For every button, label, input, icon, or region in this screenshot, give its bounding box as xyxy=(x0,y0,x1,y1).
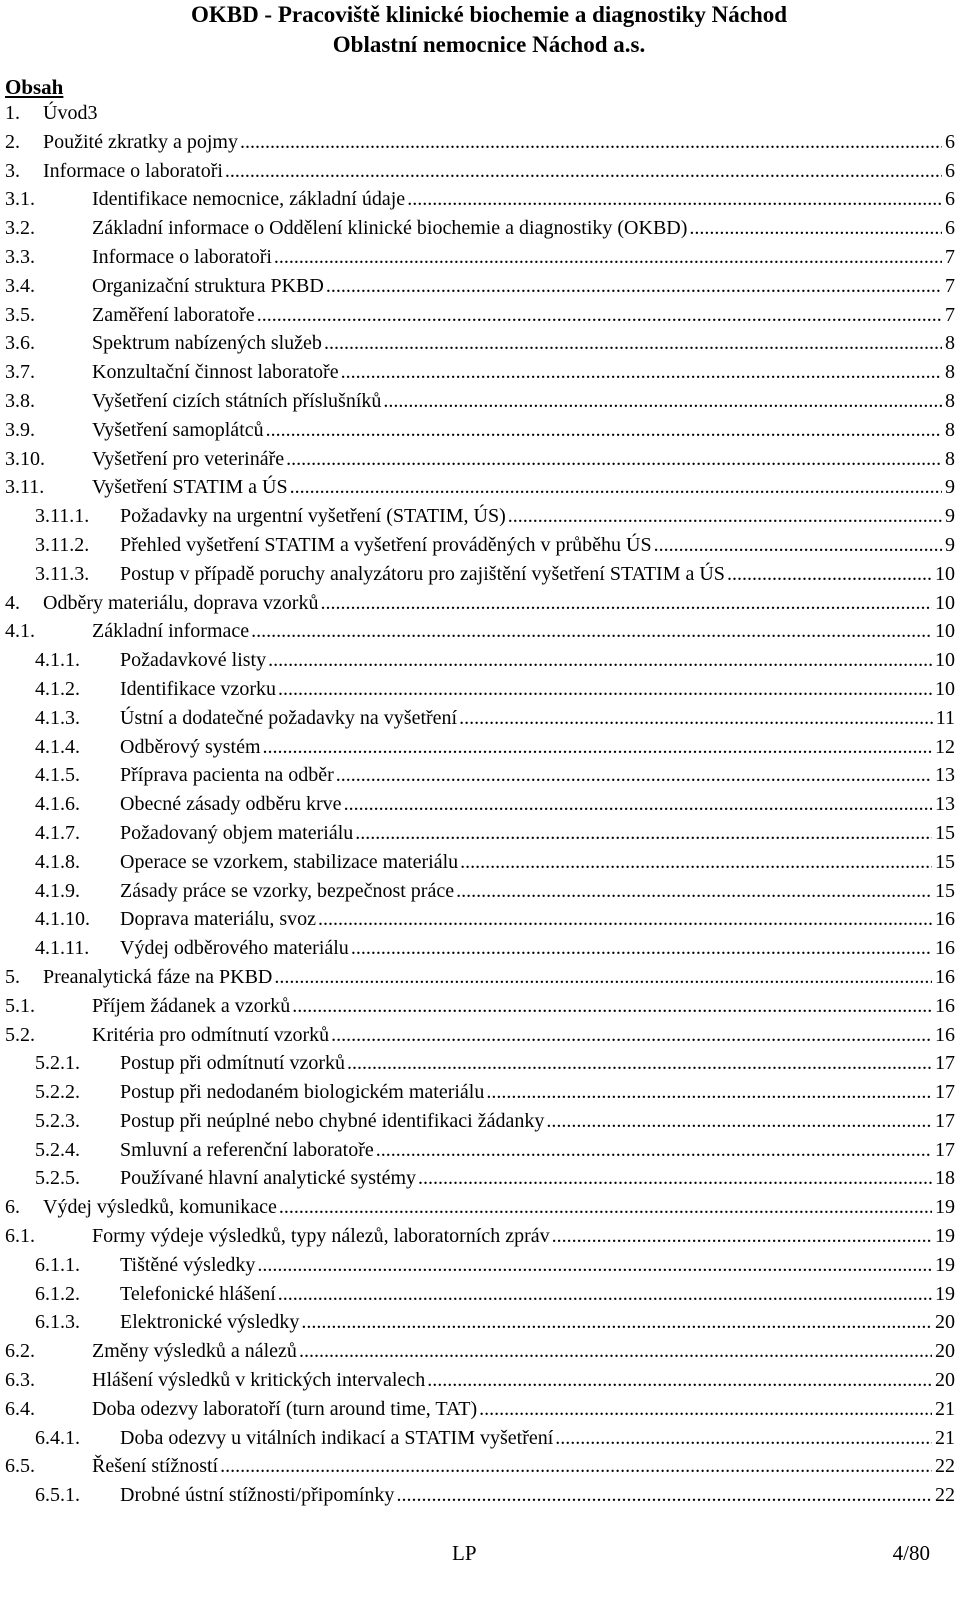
toc-entry[interactable] xyxy=(5,761,955,790)
header-line-1: OKBD - Pracoviště klinické biochemie a diagnostiky Náchod xyxy=(190,2,788,27)
toc-entry-number: 5.2.5. xyxy=(35,1167,80,1190)
toc-entry-title: Elektronické výsledky xyxy=(120,1308,301,1337)
toc-dot-leader xyxy=(257,1251,932,1280)
toc-entry-title: Používané hlavní analytické systémy xyxy=(120,1164,418,1193)
toc-entry-title: Informace o laboratoři xyxy=(43,157,225,186)
toc-entry-number: 3.7. xyxy=(5,361,35,384)
toc-entry-number: 4.1.4. xyxy=(35,735,80,758)
toc-entry-number: 3.3. xyxy=(5,245,35,268)
table-of-contents xyxy=(5,99,955,1510)
toc-entry-title: Drobné ústní stížnosti/připomínky xyxy=(120,1481,396,1510)
toc-entry-number: 6.1.3. xyxy=(35,1311,80,1334)
toc-dot-leader xyxy=(654,531,942,560)
toc-entry-title: Postup při odmítnutí vzorků xyxy=(120,1049,347,1078)
toc-entry-page: 9 xyxy=(945,476,955,499)
toc-entry-title: Postup při nedodaném biologickém materiálu xyxy=(120,1078,486,1107)
toc-entry[interactable] xyxy=(5,243,955,272)
toc-entry[interactable] xyxy=(5,1136,955,1165)
toc-entry[interactable] xyxy=(5,617,955,646)
toc-dot-leader xyxy=(251,617,932,646)
toc-dot-leader xyxy=(240,128,942,157)
toc-entry-number: 4.1.5. xyxy=(35,764,80,787)
toc-entry-number: 4.1.2. xyxy=(35,677,80,700)
toc-dot-leader xyxy=(266,416,942,445)
toc-entry-page: 16 xyxy=(935,908,955,931)
toc-entry-page: 20 xyxy=(935,1340,955,1363)
toc-entry-number: 3.11.3. xyxy=(35,562,90,585)
toc-entry-number: 3.9. xyxy=(5,418,35,441)
toc-dot-leader xyxy=(318,905,932,934)
toc-entry[interactable] xyxy=(5,675,955,704)
toc-entry-title: Zaměření laboratoře xyxy=(92,301,257,330)
toc-entry[interactable] xyxy=(5,1078,955,1107)
toc-dot-leader xyxy=(341,358,942,387)
toc-entry-number: 4.1.11. xyxy=(35,937,90,960)
toc-dot-leader xyxy=(456,877,932,906)
toc-entry-page: 6 xyxy=(945,188,955,211)
toc-entry-title: Formy výdeje výsledků, typy nálezů, laboratorních zpráv xyxy=(92,1222,552,1251)
toc-entry-page: 10 xyxy=(935,562,955,585)
toc-entry-number: 4.1.3. xyxy=(35,706,80,729)
toc-entry-number: 4.1. xyxy=(5,620,35,643)
toc-entry-title: Požadavkové listy xyxy=(120,646,268,675)
toc-entry[interactable] xyxy=(5,963,955,992)
toc-entry-title: Základní informace o Oddělení klinické biochemie a diagnostiky (OKBD) xyxy=(92,214,689,243)
toc-entry-page: 19 xyxy=(935,1282,955,1305)
toc-entry-page: 11 xyxy=(935,706,955,729)
toc-entry[interactable] xyxy=(5,992,955,1021)
toc-entry-title: Řešení stížností xyxy=(92,1452,220,1481)
toc-entry-title: Preanalytická fáze na PKBD xyxy=(43,963,274,992)
toc-dot-leader xyxy=(257,301,942,330)
toc-entry[interactable] xyxy=(5,1366,955,1395)
toc-dot-leader xyxy=(279,1193,932,1222)
toc-entry-title: Výdej výsledků, komunikace xyxy=(43,1193,279,1222)
toc-entry-page: 7 xyxy=(945,274,955,297)
toc-entry-page: 10 xyxy=(935,620,955,643)
toc-entry-number: 6.4.1. xyxy=(35,1426,80,1449)
toc-entry-number: 5.2.3. xyxy=(35,1109,80,1132)
toc-dot-leader xyxy=(552,1222,932,1251)
toc-entry-title: Změny výsledků a nálezů xyxy=(92,1337,299,1366)
toc-entry-title: Tištěné výsledky xyxy=(120,1251,257,1280)
toc-entry-page: 16 xyxy=(935,965,955,988)
toc-dot-leader xyxy=(324,329,942,358)
toc-entry[interactable] xyxy=(5,387,955,416)
toc-entry[interactable] xyxy=(5,1251,955,1280)
toc-entry-page: 16 xyxy=(935,1023,955,1046)
toc-entry-number: 6.1.1. xyxy=(35,1253,80,1276)
toc-entry[interactable] xyxy=(5,1424,955,1453)
toc-entry-page: 8 xyxy=(945,389,955,412)
toc-entry-page: 8 xyxy=(945,361,955,384)
toc-entry-title: Ústní a dodatečné požadavky na vyšetření xyxy=(120,704,459,733)
toc-dot-leader xyxy=(355,819,932,848)
toc-entry[interactable] xyxy=(5,1193,955,1222)
toc-entry[interactable] xyxy=(5,790,955,819)
toc-entry-title: Hlášení výsledků v kritických intervalech xyxy=(92,1366,427,1395)
toc-entry-page: 17 xyxy=(935,1109,955,1132)
toc-dot-leader xyxy=(727,560,932,589)
toc-entry-title: Použité zkratky a pojmy xyxy=(43,128,240,157)
toc-entry[interactable] xyxy=(5,1049,955,1078)
toc-entry[interactable] xyxy=(5,934,955,963)
toc-entry[interactable] xyxy=(5,1395,955,1424)
toc-entry-title: Identifikace vzorku xyxy=(120,675,278,704)
toc-entry[interactable] xyxy=(5,819,955,848)
toc-dot-leader xyxy=(555,1424,932,1453)
toc-entry[interactable] xyxy=(5,185,955,214)
toc-entry-page: 16 xyxy=(935,937,955,960)
toc-entry[interactable] xyxy=(5,589,955,618)
toc-entry-page: 13 xyxy=(935,793,955,816)
toc-entry-title: Telefonické hlášení xyxy=(120,1280,278,1309)
toc-entry-number: 4.1.7. xyxy=(35,821,80,844)
toc-dot-leader xyxy=(460,848,932,877)
toc-dot-leader xyxy=(486,1078,932,1107)
toc-entry-number: 6.2. xyxy=(5,1340,35,1363)
toc-dot-leader xyxy=(292,992,932,1021)
header-line-2: Oblastní nemocnice Náchod a.s. xyxy=(332,32,646,57)
toc-entry-title: Odběrový systém xyxy=(120,733,263,762)
toc-dot-leader xyxy=(326,272,942,301)
toc-entry-number: 5.2.4. xyxy=(35,1138,80,1161)
toc-dot-leader xyxy=(286,445,942,474)
toc-entry[interactable] xyxy=(5,301,955,330)
toc-entry-page: 7 xyxy=(945,303,955,326)
toc-entry-page: 21 xyxy=(935,1397,955,1420)
toc-entry-page: 10 xyxy=(935,649,955,672)
toc-dot-leader xyxy=(331,1021,932,1050)
toc-dot-leader xyxy=(290,473,942,502)
toc-dot-leader xyxy=(220,1452,932,1481)
toc-entry[interactable] xyxy=(5,99,955,128)
toc-entry-number: 5.2.1. xyxy=(35,1052,80,1075)
toc-entry-title: Požadavky na urgentní vyšetření (STATIM, ÚS) xyxy=(120,502,508,531)
toc-entry-page: 9 xyxy=(945,533,955,556)
toc-entry-title: Základní informace xyxy=(92,617,251,646)
toc-entry-number: 4.1.9. xyxy=(35,879,80,902)
toc-entry-title: Identifikace nemocnice, základní údaje xyxy=(92,185,407,214)
toc-entry-title: Přehled vyšetření STATIM a vyšetření prováděných v průběhu ÚS xyxy=(120,531,654,560)
footer-label: LP xyxy=(452,1541,477,1565)
toc-entry-title: Vyšetření cizích státních příslušníků xyxy=(92,387,383,416)
toc-entry-title: Operace se vzorkem, stabilizace materiálu xyxy=(120,848,460,877)
toc-dot-leader xyxy=(278,1280,932,1309)
toc-entry-page: 10 xyxy=(935,677,955,700)
toc-title: Obsah xyxy=(5,75,64,99)
toc-entry-title: Vyšetření STATIM a ÚS xyxy=(92,473,290,502)
toc-entry[interactable] xyxy=(5,445,955,474)
toc-entry[interactable] xyxy=(5,1308,955,1337)
toc-entry[interactable] xyxy=(5,1280,955,1309)
toc-entry-title: Požadovaný objem materiálu xyxy=(120,819,355,848)
toc-dot-leader xyxy=(274,243,942,272)
toc-entry[interactable] xyxy=(5,733,955,762)
toc-entry-number: 6.5.1. xyxy=(35,1484,80,1507)
toc-entry-number: 5.2.2. xyxy=(35,1081,80,1104)
toc-entry-page: 17 xyxy=(935,1052,955,1075)
toc-dot-leader xyxy=(268,646,932,675)
toc-entry-page: 21 xyxy=(935,1426,955,1449)
toc-entry-number: 3.11.1. xyxy=(35,505,90,528)
toc-entry-page: 10 xyxy=(935,591,955,614)
toc-entry-number: 4.1.10. xyxy=(35,908,90,931)
toc-entry-page: 12 xyxy=(935,735,955,758)
toc-entry-title: Doprava materiálu, svoz xyxy=(120,905,318,934)
toc-dot-leader xyxy=(299,1337,932,1366)
toc-entry[interactable] xyxy=(5,157,955,186)
toc-entry-number: 6.1. xyxy=(5,1225,35,1248)
toc-entry-page: 19 xyxy=(935,1253,955,1276)
toc-dot-leader xyxy=(320,589,932,618)
toc-entry-page: 6 xyxy=(945,159,955,182)
toc-entry-page: 18 xyxy=(935,1167,955,1190)
toc-entry[interactable] xyxy=(5,1337,955,1366)
toc-entry-page: 15 xyxy=(935,879,955,902)
toc-entry-number: 6.1.2. xyxy=(35,1282,80,1305)
toc-entry-page: 17 xyxy=(935,1081,955,1104)
toc-entry-page: 15 xyxy=(935,821,955,844)
toc-entry-page: 6 xyxy=(945,217,955,240)
toc-entry-number: 3.11. xyxy=(5,476,45,499)
toc-entry-title: Organizační struktura PKBD xyxy=(92,272,326,301)
toc-dot-leader xyxy=(278,675,932,704)
toc-entry-title: Výdej odběrového materiálu xyxy=(120,934,351,963)
toc-entry-number: 3.2. xyxy=(5,217,35,240)
toc-entry-title: Konzultační činnost laboratoře xyxy=(92,358,341,387)
toc-entry-page: 8 xyxy=(945,418,955,441)
toc-entry-page: 9 xyxy=(945,505,955,528)
toc-dot-leader xyxy=(376,1136,932,1165)
toc-entry-title: Obecné zásady odběru krve xyxy=(120,790,344,819)
toc-entry-title: Zásady práce se vzorky, bezpečnost práce xyxy=(120,877,456,906)
toc-entry-number: 4. xyxy=(5,591,20,614)
toc-entry-title: Příprava pacienta na odběr xyxy=(120,761,336,790)
toc-dot-leader xyxy=(396,1481,932,1510)
toc-entry[interactable] xyxy=(5,1107,955,1136)
toc-entry[interactable] xyxy=(5,1164,955,1193)
toc-entry-page: 8 xyxy=(945,332,955,355)
toc-entry-number: 4.1.6. xyxy=(35,793,80,816)
toc-entry[interactable] xyxy=(5,704,955,733)
toc-entry-page: 15 xyxy=(935,850,955,873)
toc-entry-page: 19 xyxy=(935,1196,955,1219)
toc-entry-title: Doba odezvy laboratoří (turn around time, TAT) xyxy=(92,1395,479,1424)
toc-entry-number: 3.8. xyxy=(5,389,35,412)
toc-entry[interactable] xyxy=(5,646,955,675)
toc-entry-number: 6. xyxy=(5,1196,20,1219)
toc-entry-number: 3.10. xyxy=(5,447,45,470)
toc-entry-number: 6.3. xyxy=(5,1369,35,1392)
toc-dot-leader xyxy=(347,1049,932,1078)
toc-entry[interactable] xyxy=(5,560,955,589)
toc-dot-leader xyxy=(351,934,932,963)
toc-dot-leader xyxy=(301,1308,932,1337)
toc-entry-title: Postup při neúplné nebo chybné identifikaci žádanky xyxy=(120,1107,546,1136)
toc-entry-title: Vyšetření pro veterináře xyxy=(92,445,286,474)
toc-dot-leader xyxy=(336,761,932,790)
toc-entry[interactable] xyxy=(5,502,955,531)
toc-dot-leader xyxy=(546,1107,932,1136)
toc-entry-page: 6 xyxy=(945,130,955,153)
toc-entry[interactable] xyxy=(5,416,955,445)
toc-dot-leader xyxy=(508,502,942,531)
toc-entry-page: 8 xyxy=(945,447,955,470)
toc-entry-title: Úvod3 xyxy=(43,99,99,128)
toc-entry-page: 19 xyxy=(935,1225,955,1248)
toc-entry[interactable] xyxy=(5,1222,955,1251)
toc-entry[interactable] xyxy=(5,1452,955,1481)
toc-entry-number: 1. xyxy=(5,102,20,124)
toc-entry-page: 16 xyxy=(935,994,955,1017)
toc-entry-page: 7 xyxy=(945,245,955,268)
toc-dot-leader xyxy=(407,185,942,214)
toc-entry-number: 4.1.1. xyxy=(35,649,80,672)
toc-entry[interactable] xyxy=(5,473,955,502)
toc-entry-number: 2. xyxy=(5,130,20,153)
toc-entry-title: Spektrum nabízených služeb xyxy=(92,329,324,358)
toc-dot-leader xyxy=(479,1395,932,1424)
toc-dot-leader xyxy=(459,704,933,733)
toc-dot-leader xyxy=(383,387,942,416)
toc-entry-title: Doba odezvy u vitálních indikací a STATIM vyšetření xyxy=(120,1424,555,1453)
toc-dot-leader xyxy=(427,1366,932,1395)
toc-entry-page: 13 xyxy=(935,764,955,787)
toc-entry-number: 6.4. xyxy=(5,1397,35,1420)
footer-page-number: 4/80 xyxy=(892,1541,930,1565)
toc-entry[interactable] xyxy=(5,1021,955,1050)
toc-entry[interactable] xyxy=(5,329,955,358)
toc-entry-number: 3.4. xyxy=(5,274,35,297)
toc-entry[interactable] xyxy=(5,128,955,157)
toc-entry[interactable] xyxy=(5,531,955,560)
toc-entry-page: 20 xyxy=(935,1311,955,1334)
toc-entry-number: 5.2. xyxy=(5,1023,35,1046)
toc-entry[interactable] xyxy=(5,358,955,387)
toc-entry-page: 22 xyxy=(935,1484,955,1507)
toc-entry-page: 20 xyxy=(935,1369,955,1392)
toc-entry-number: 3. xyxy=(5,159,20,182)
toc-entry-number: 3.6. xyxy=(5,332,35,355)
toc-entry-title: Postup v případě poruchy analyzátoru pro zajištění vyšetření STATIM a ÚS xyxy=(120,560,727,589)
toc-entry[interactable] xyxy=(5,1481,955,1510)
toc-entry-title: Kritéria pro odmítnutí vzorků xyxy=(92,1021,331,1050)
toc-dot-leader xyxy=(225,157,942,186)
toc-dot-leader xyxy=(344,790,932,819)
toc-dot-leader xyxy=(274,963,932,992)
toc-entry-number: 5. xyxy=(5,965,20,988)
toc-entry-title: Odběry materiálu, doprava vzorků xyxy=(43,589,320,618)
toc-entry[interactable] xyxy=(5,905,955,934)
toc-entry-number: 4.1.8. xyxy=(35,850,80,873)
toc-entry[interactable] xyxy=(5,848,955,877)
toc-dot-leader xyxy=(263,733,932,762)
page-header xyxy=(0,0,960,60)
toc-entry-title: Příjem žádanek a vzorků xyxy=(92,992,292,1021)
toc-entry[interactable] xyxy=(5,214,955,243)
toc-entry-title: Smluvní a referenční laboratoře xyxy=(120,1136,376,1165)
toc-entry-page: 22 xyxy=(935,1455,955,1478)
toc-dot-leader xyxy=(689,214,942,243)
toc-entry-title: Vyšetření samoplátců xyxy=(92,416,266,445)
toc-entry-number: 3.11.2. xyxy=(35,533,90,556)
toc-entry-number: 6.5. xyxy=(5,1455,35,1478)
toc-entry-title: Informace o laboratoři xyxy=(92,243,274,272)
toc-dot-leader xyxy=(418,1164,932,1193)
toc-entry[interactable] xyxy=(5,272,955,301)
toc-entry-number: 3.5. xyxy=(5,303,35,326)
toc-entry-number: 3.1. xyxy=(5,188,35,211)
toc-entry[interactable] xyxy=(5,877,955,906)
toc-entry-number: 5.1. xyxy=(5,994,35,1017)
toc-entry-page: 17 xyxy=(935,1138,955,1161)
